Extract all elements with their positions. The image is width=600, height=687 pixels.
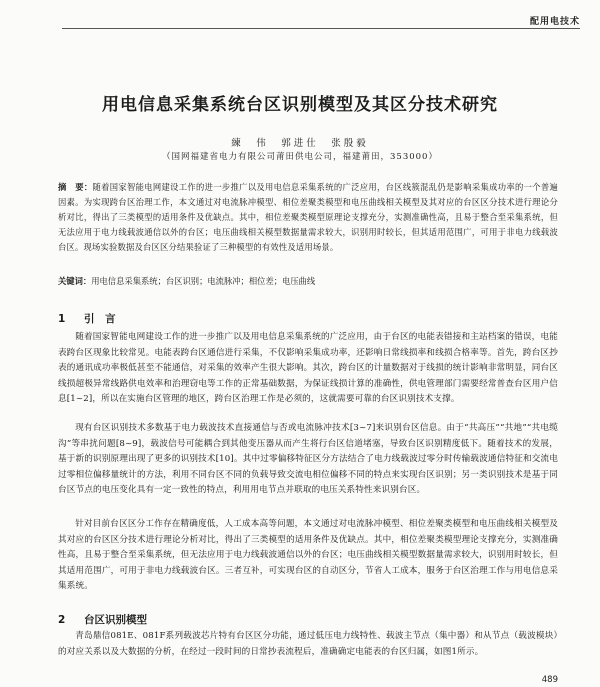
abstract-text: 随着国家智能电网建设工作的进一步推广以及用电信息采集系统的广泛应用，台区线簇混乱仍是影响采集成功率的一个普遍因素。为实现跨台区治理工作，本文通过对电流脉冲模型、相位差聚类模型和电压曲线相关模型及其对应的台区区分技术进行理论分析对比，得出了三类模型的适用条件及优缺点。其中，相位差聚类模型原理论支撑充分，实测准确性高，且易于整合至采集系统，但无法应用于电力线载波通信以外的台区；电压曲线相关模型数据量需求较大，识别用时较长，但其适用范围广，可用于非电力线载波台区。现场实验数据及台区区分结果验证了三种模型的有效性及适用场景。 [58, 182, 558, 252]
affiliation: （国网福建省电力有限公司莆田供电公司，福建莆田，353000） [162, 152, 438, 162]
keywords-text: 用电信息采集系统；台区识别；电流脉冲；相位差；电压曲线 [91, 276, 316, 286]
abstract-label: 摘 要： [58, 182, 93, 192]
section-number: 2 [58, 614, 66, 626]
keywords-label: 关键词： [58, 276, 92, 286]
body-paragraph: 青岛鼎信081E、081F系列载波芯片特有台区区分功能，通过低压电力线特性、载波主节点（集中器）和从节点（载波模块）的对应关系以及大数据的分析，在经过一段时间的日常抄表流程后，准确确定电能表的台区归属，如图1所示。 [58, 631, 558, 657]
header-rule [62, 28, 580, 29]
body-paragraph: 随着国家智能电网建设工作的进一步推广以及用电信息采集系统的广泛应用，由于台区的电能表错接和主站档案的错误，电能表跨台区现象比较常见。电能表跨台区通信进行采集，不仅影响采集成功率，还影响日常线损率和线损合格率等。首先，跨台区抄表的通讯成功率极低甚至不能通信，对采集的效率产生很大影响。其次，跨台区的计量数据对于线损的统计影响非常明显，同台区线损超极异常线路供电效率和治理窃电等工作的正常基础数据，为保证线损计算的准确性，供电管理部门需要经常普查台区用户信息[1~2]，所以在实施台区管理的地区，跨台区治理工作是必须的，这就需要可靠的台区识别技术支撑。 [58, 332, 558, 405]
section-heading-models [58, 612, 147, 627]
body-paragraph: 针对目前台区区分工作存在精确度低，人工成本高等问题，本文通过对电流脉冲模型、相位差聚类模型和电压曲线相关模型及其对应的台区区分技术进行理论分析对比，得出了三类模型的适用条件及优缺点。其中，相位差聚类模型理论支撑充分，实测准确性高，且易于整合至采集系统，但无法应用于电力线载波通信以外的台区；电压曲线相关模型数据量需求较大，识别用时较长，但其适用范围广，可用于非电力线载波台区。三者互补，可实现台区的自动区分，节省人工成本，服务于台区治理工作与用电信息采集系统。 [58, 519, 558, 592]
page-number: 489 [541, 675, 558, 685]
abstract [58, 180, 558, 255]
running-head: 配用电技术 [529, 17, 580, 27]
section-number: 1 [58, 313, 66, 325]
authors: 練 伟 郭进仕 张殷毅 [231, 138, 369, 149]
section-title: 引 言 [84, 313, 116, 325]
section-title: 台区识别模型 [84, 614, 147, 626]
paper-title: 用电信息采集系统台区识别模型及其区分技术研究 [102, 95, 498, 115]
keywords [58, 274, 558, 289]
section-heading-introduction [58, 311, 116, 326]
body-paragraph: 现有台区识别技术多数基于电力载波技术直接通信与否或电流脉冲技术[3~7]来识别台区信息。由于“共高压”“共地”“共电缆沟”等串扰问题[8~9]，载波信号可能耦合到其他变压器从而产生将行台区信道堵塞，导致台区识别精度低下。随着技术的发展，基于新的识别原理出现了更多的识别技术[10]。其中过零偏移特征区分方法结合了电力线载波过零分时传输载波通信特征和交流电过零相位偏移量统计的方法，利用不同台区不同的负载导致交流电相位偏移不同的特点来实现台区识别；另一类识别技术是基于同台区节点的电压变化具有一定一致性的特点，利用用电节点并联取的电压关系特性来识别台区。 [58, 423, 558, 496]
